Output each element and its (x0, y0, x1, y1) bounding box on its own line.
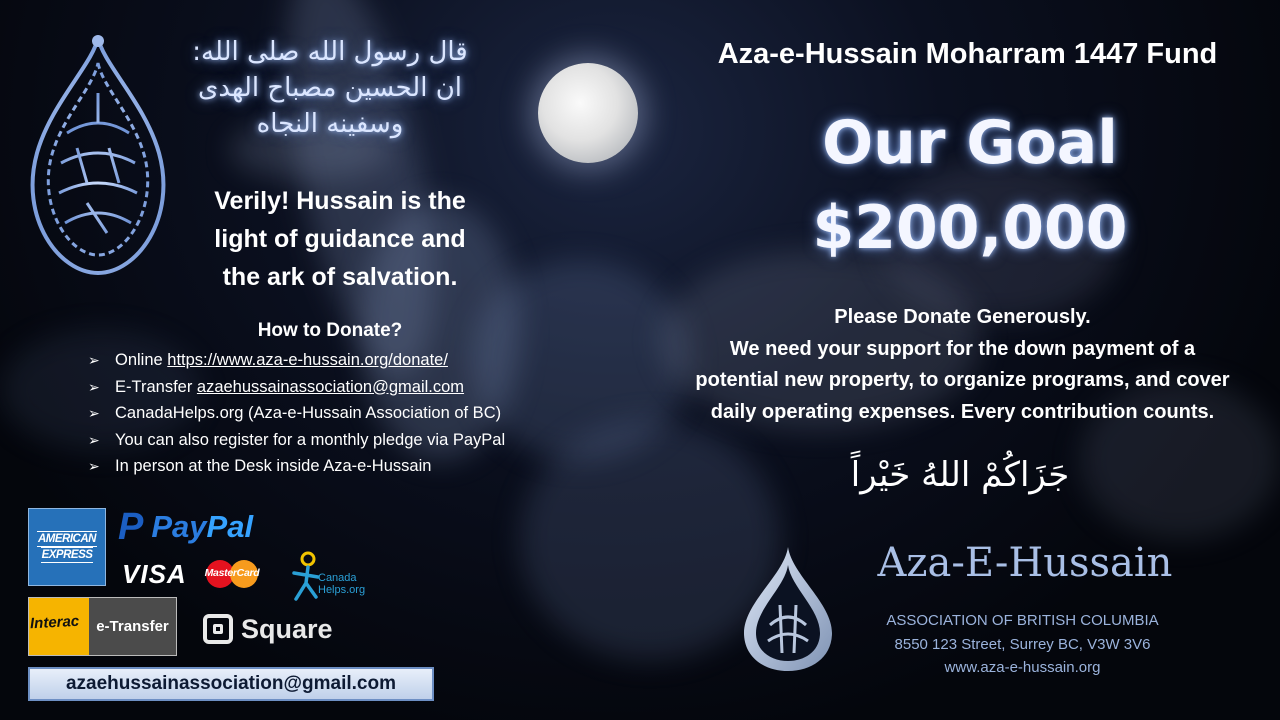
canadahelps-figure-icon (288, 551, 322, 603)
donation-method-paypal (88, 427, 505, 454)
donation-method-online (88, 347, 505, 374)
mastercard-text: MasterCard (204, 567, 260, 579)
donation-methods-list (88, 347, 505, 480)
etransfer-email-link[interactable]: azaehussainassociation@gmail.com (196, 377, 465, 396)
appeal-line: potential new property, to organize programs, and cover (695, 369, 1230, 391)
method-label: CanadaHelps.org (Aza-e-Hussain Association of BC) (115, 404, 502, 422)
interac-brand: Interac (29, 612, 80, 633)
interac-etransfer-logo (28, 597, 177, 656)
arrow-bullet-icon: ➢ (88, 405, 100, 421)
method-label: You can also register for a monthly pledge via PayPal (115, 430, 506, 449)
hadith-english-line: the ark of salvation. (222, 263, 458, 291)
canadahelps-line: Helps.org (318, 584, 366, 596)
hadith-english-line: Verily! Hussain is the (214, 187, 466, 215)
hadith-arabic (170, 34, 490, 142)
paypal-pal: Pal (206, 509, 254, 544)
canadahelps-logo-text (318, 572, 365, 596)
method-label: Online (115, 351, 168, 369)
paypal-p-icon: P (118, 505, 144, 548)
fund-title: Aza-e-Hussain Moharram 1447 Fund (717, 38, 1218, 70)
hadith-arabic-line: ان الحسين مصباح الهدى (197, 73, 463, 103)
interac-label: e-Transfer (96, 618, 169, 635)
interac-brand-block (29, 598, 89, 655)
contact-email-banner[interactable]: azaehussainassociation@gmail.com (28, 667, 434, 701)
aza-e-hussain-logo (740, 545, 836, 673)
square-logo (203, 611, 333, 647)
method-label: In person at the Desk inside Aza-e-Hussain (115, 457, 432, 475)
jazakallah-khair-text: جَزَاكُمْ اللهُ خَيْراً (850, 455, 1070, 495)
hadith-arabic-line: قال رسول الله صلى الله: (192, 37, 468, 67)
how-to-donate-heading: How to Donate? (257, 320, 403, 341)
org-name: Aza-E-Hussain (877, 540, 1173, 586)
amex-line: AMERICAN (38, 533, 96, 545)
method-label: E-Transfer (115, 377, 197, 396)
hadith-english-line: light of guidance and (214, 225, 466, 253)
amex-line: EXPRESS (41, 549, 93, 561)
donation-method-canadahelps (88, 400, 505, 427)
paypal-logo (118, 506, 253, 548)
appeal-line: We need your support for the down payment of a (729, 337, 1196, 360)
square-icon (203, 614, 233, 644)
goal-label: Our Goal (822, 108, 1118, 178)
org-subtitle: ASSOCIATION OF BRITISH COLUMBIA (886, 612, 1159, 629)
visa-logo: VISA (122, 559, 187, 589)
hadith-english (195, 182, 485, 296)
donate-url-link[interactable]: https://www.aza-e-hussain.org/donate/ (167, 351, 448, 369)
mastercard-logo (202, 558, 262, 590)
arrow-bullet-icon: ➢ (88, 458, 100, 474)
donation-appeal (660, 302, 1265, 428)
donation-method-in-person (88, 453, 505, 480)
paypal-pay: Pay (151, 509, 207, 544)
calligraphy-emblem (27, 33, 169, 278)
square-label: Square (241, 613, 333, 644)
goal-amount: $200,000 (812, 193, 1128, 263)
donation-method-etransfer (88, 374, 505, 401)
canadahelps-line: Canada (318, 572, 357, 584)
appeal-line: Please Donate Generously. (834, 306, 1091, 328)
org-website[interactable]: www.aza-e-hussain.org (944, 659, 1101, 676)
appeal-line: daily operating expenses. Every contribution counts. (710, 400, 1215, 423)
full-moon (538, 63, 638, 163)
arrow-bullet-icon: ➢ (88, 352, 100, 368)
arrow-bullet-icon: ➢ (88, 431, 100, 448)
arrow-bullet-icon: ➢ (88, 378, 100, 395)
american-express-logo (28, 508, 106, 586)
org-address: 8550 123 Street, Surrey BC, V3W 3V6 (894, 636, 1151, 653)
hadith-arabic-line: وسفينه النجاه (256, 109, 404, 139)
